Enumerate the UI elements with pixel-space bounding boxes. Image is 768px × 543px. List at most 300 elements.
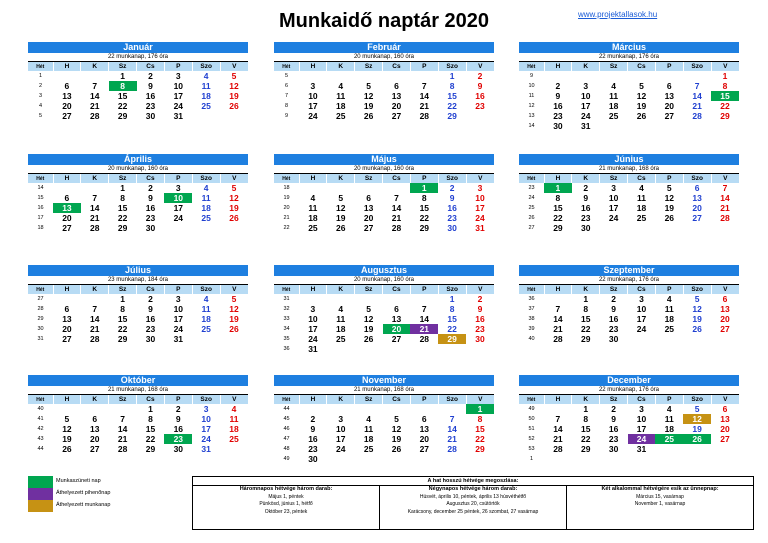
day-cell — [410, 71, 438, 81]
day-cell — [655, 444, 683, 454]
week-number: 36 — [528, 296, 535, 302]
day-cell: 14 — [419, 314, 430, 324]
day-cell: 5 — [231, 294, 237, 304]
day-cell: 2 — [611, 294, 616, 304]
day-cell: 25 — [308, 223, 318, 233]
weekday-header: Hét — [28, 285, 53, 294]
day-cell: 7 — [394, 193, 399, 203]
day-cell — [438, 344, 466, 354]
week-number: 18 — [283, 185, 290, 191]
day-cell: 8 — [583, 304, 589, 314]
week-number: 46 — [283, 426, 290, 432]
weekday-header: P — [164, 395, 192, 404]
day-cell: 5 — [338, 193, 344, 203]
week-number: 10 — [528, 83, 535, 89]
day-cell — [466, 454, 494, 464]
week-number: 47 — [283, 436, 290, 442]
month-name: Október — [28, 375, 248, 386]
day-cell: 12 — [664, 193, 675, 203]
day-cell: 9 — [148, 304, 153, 314]
day-cell — [383, 294, 411, 304]
day-cell: 14 — [553, 314, 563, 324]
day-cell — [410, 404, 438, 414]
day-cell — [383, 454, 411, 464]
day-cell — [355, 71, 383, 81]
day-cell: 17 — [173, 314, 184, 324]
day-cell — [628, 223, 656, 233]
weekday-header: H — [53, 174, 81, 183]
weekday-header: Sz — [355, 395, 383, 404]
day-cell: 18 — [201, 91, 211, 101]
weekday-header: Cs — [137, 62, 165, 71]
week-number: 9 — [284, 113, 289, 119]
day-cell: 19 — [363, 324, 374, 334]
day-cell: 1 — [410, 183, 438, 193]
week-row — [274, 71, 494, 81]
week-row — [274, 424, 494, 434]
weekday-header: Szo — [192, 395, 220, 404]
day-cell — [355, 344, 383, 354]
weekday-header: H — [53, 62, 81, 71]
day-cell: 25 — [363, 444, 374, 454]
day-cell: 22 — [419, 213, 430, 223]
day-cell: 25 — [336, 334, 346, 344]
day-cell: 16 — [308, 434, 318, 444]
day-cell: 24 — [628, 434, 656, 444]
day-cell: 30 — [553, 121, 563, 131]
weekday-header: V — [466, 174, 494, 183]
day-cell: 18 — [201, 203, 211, 213]
day-cell: 16 — [145, 91, 156, 101]
week-number: 11 — [528, 93, 535, 99]
website-link[interactable]: www.projektallasok.hu — [578, 10, 658, 19]
day-cell: 13 — [62, 91, 72, 101]
day-cell: 26 — [229, 213, 239, 223]
day-cell: 20 — [363, 213, 374, 223]
day-cell — [466, 344, 494, 354]
day-cell: 26 — [636, 111, 647, 121]
day-cell: 22 — [553, 213, 563, 223]
month-6 — [519, 154, 739, 233]
day-cell: 3 — [175, 71, 181, 81]
week-row — [519, 324, 739, 334]
day-cell — [81, 183, 109, 193]
day-cell: 12 — [363, 91, 374, 101]
day-cell: 10 — [636, 304, 647, 314]
day-cell — [655, 334, 683, 344]
day-cell: 21 — [410, 324, 438, 334]
day-cell: 15 — [447, 91, 457, 101]
weekday-header: K — [327, 62, 355, 71]
weekday-header: Szo — [683, 62, 711, 71]
weekday-header: H — [299, 62, 327, 71]
day-cell: 14 — [447, 424, 457, 434]
week-number: 44 — [283, 406, 290, 412]
week-row — [519, 434, 739, 444]
day-cell: 24 — [173, 101, 184, 111]
notes-head: Háromnapos hétvége három darab: — [239, 486, 333, 492]
weekday-header: P — [410, 62, 438, 71]
day-cell: 7 — [421, 81, 427, 91]
weekday-header: P — [410, 395, 438, 404]
day-cell: 14 — [90, 314, 100, 324]
day-cell: 8 — [109, 81, 137, 91]
day-cell: 28 — [419, 111, 430, 121]
day-cell: 31 — [173, 334, 184, 344]
week-number: 33 — [283, 316, 290, 322]
day-cell: 25 — [201, 101, 211, 111]
week-number: 48 — [283, 446, 290, 452]
weekday-header: H — [544, 62, 572, 71]
week-number: 31 — [37, 336, 44, 342]
day-cell: 10 — [308, 314, 318, 324]
weekday-header: Sz — [109, 174, 137, 183]
day-cell: 22 — [117, 213, 128, 223]
day-cell — [711, 334, 739, 344]
day-cell: 13 — [62, 314, 72, 324]
day-cell: 26 — [363, 111, 374, 121]
day-cell: 26 — [664, 213, 675, 223]
month-table — [519, 174, 739, 233]
weekday-header: H — [544, 395, 572, 404]
day-cell: 30 — [447, 223, 457, 233]
weekday-header: V — [466, 62, 494, 71]
day-cell: 16 — [553, 101, 563, 111]
day-cell: 1 — [583, 404, 589, 414]
week-number: 29 — [37, 316, 44, 322]
day-cell: 24 — [308, 111, 318, 121]
day-cell: 7 — [120, 414, 125, 424]
day-cell: 23 — [145, 101, 156, 111]
week-number: 5 — [38, 113, 43, 119]
notes-line: Karácsony, december 25 péntek, 26 szombat, 27 vasárnap — [407, 508, 539, 515]
weekday-header: Sz — [600, 395, 628, 404]
day-cell: 16 — [475, 91, 485, 101]
week-row — [519, 91, 739, 101]
day-cell — [299, 404, 327, 414]
weekday-header: Szo — [683, 395, 711, 404]
weekday-header: V — [711, 62, 739, 71]
day-cell: 7 — [421, 304, 427, 314]
day-cell: 22 — [581, 434, 591, 444]
day-cell — [683, 223, 711, 233]
week-number: 36 — [283, 346, 290, 352]
notes-line: November 1, vasárnap — [634, 501, 686, 507]
weekday-header: V — [220, 285, 248, 294]
week-number: 14 — [528, 123, 535, 129]
day-cell: 22 — [475, 434, 485, 444]
week-row — [274, 294, 494, 304]
weekday-header: Sz — [600, 62, 628, 71]
legend-label: Munkaszüneti nap — [56, 478, 101, 484]
day-cell: 2 — [555, 81, 561, 91]
week-number: 20 — [283, 205, 290, 211]
notes-head: Négynapos hétvége három darab: — [428, 486, 518, 492]
month-summary: 23 munkanap, 184 óra — [28, 276, 248, 285]
day-cell: 30 — [608, 444, 619, 454]
day-cell — [220, 444, 248, 454]
day-cell — [220, 334, 248, 344]
day-cell: 18 — [229, 424, 239, 434]
day-cell: 8 — [449, 304, 455, 314]
day-cell — [655, 121, 683, 131]
day-cell: 26 — [683, 434, 711, 444]
day-cell: 28 — [90, 223, 100, 233]
notes-line: Március 15, vasárnap — [636, 493, 684, 500]
day-cell — [544, 294, 572, 304]
month-name: Július — [28, 265, 248, 276]
weekday-header: P — [655, 62, 683, 71]
day-cell: 17 — [336, 434, 346, 444]
month-summary: 20 munkanap, 160 óra — [28, 165, 248, 174]
day-cell: 17 — [173, 203, 184, 213]
notes-weekend-holidays — [567, 486, 753, 529]
weekday-header: Cs — [137, 174, 165, 183]
weekday-header: Hét — [519, 62, 544, 71]
day-cell: 1 — [120, 294, 125, 304]
notes-three-day — [193, 486, 380, 529]
week-number: 49 — [283, 456, 290, 462]
day-cell: 28 — [553, 334, 563, 344]
day-cell: 30 — [475, 334, 485, 344]
day-cell: 29 — [438, 334, 466, 344]
day-cell: 7 — [722, 183, 728, 193]
day-cell: 5 — [394, 414, 399, 424]
week-number: 13 — [528, 113, 535, 119]
day-cell: 2 — [148, 71, 153, 81]
day-cell: 3 — [639, 294, 644, 304]
weekday-header: Cs — [628, 62, 656, 71]
day-cell — [299, 294, 327, 304]
day-cell: 4 — [639, 183, 644, 193]
week-row — [519, 454, 739, 464]
week-number: 27 — [528, 225, 535, 231]
day-cell: 10 — [308, 91, 318, 101]
day-cell — [327, 71, 355, 81]
day-cell: 3 — [477, 183, 483, 193]
day-cell: 2 — [477, 71, 483, 81]
day-cell: 27 — [720, 324, 730, 334]
legend-moved-workday — [28, 500, 188, 512]
weekday-header: Sz — [355, 285, 383, 294]
day-cell: 26 — [229, 324, 239, 334]
day-cell — [655, 454, 683, 464]
day-cell: 19 — [636, 101, 647, 111]
week-number: 50 — [528, 416, 535, 422]
month-summary: 20 munkanap, 160 óra — [274, 53, 494, 62]
day-cell: 9 — [148, 193, 153, 203]
day-cell: 28 — [90, 334, 100, 344]
week-number: 12 — [528, 103, 535, 109]
week-row — [274, 314, 494, 324]
day-cell: 15 — [581, 314, 591, 324]
day-cell: 5 — [231, 183, 237, 193]
week-row — [519, 71, 739, 81]
week-row — [28, 314, 248, 324]
day-cell: 26 — [363, 334, 374, 344]
day-cell: 11 — [336, 314, 346, 324]
day-cell: 31 — [475, 223, 485, 233]
weekday-header: H — [299, 395, 327, 404]
day-cell — [383, 71, 411, 81]
day-cell: 5 — [694, 294, 700, 304]
day-cell: 11 — [609, 91, 619, 101]
day-cell: 25 — [664, 324, 675, 334]
day-cell: 30 — [145, 223, 156, 233]
month-summary: 20 munkanap, 160 óra — [274, 165, 494, 174]
day-cell: 14 — [553, 424, 563, 434]
week-number: 9 — [529, 73, 534, 79]
day-cell: 27 — [62, 223, 72, 233]
day-cell — [220, 111, 248, 121]
week-row — [519, 101, 739, 111]
day-cell — [299, 71, 327, 81]
week-row — [274, 434, 494, 444]
day-cell: 21 — [553, 324, 563, 334]
week-row — [519, 183, 739, 193]
weekday-header: V — [711, 395, 739, 404]
month-name: Szeptember — [519, 265, 739, 276]
day-cell: 6 — [666, 81, 672, 91]
day-cell: 5 — [366, 304, 371, 314]
week-number: 49 — [528, 406, 535, 412]
weekday-header: V — [220, 174, 248, 183]
day-cell: 11 — [664, 414, 674, 424]
weekday-header: K — [572, 174, 600, 183]
weekday-header: K — [81, 285, 109, 294]
day-cell: 28 — [117, 444, 128, 454]
day-cell: 12 — [692, 304, 702, 314]
day-cell: 18 — [664, 424, 675, 434]
day-cell — [53, 294, 81, 304]
notes-line: Pünkösd, június 1, hétfő — [259, 501, 313, 507]
day-cell: 3 — [175, 294, 181, 304]
day-cell: 21 — [419, 101, 430, 111]
day-cell: 12 — [363, 314, 374, 324]
day-cell — [544, 404, 572, 414]
day-cell: 20 — [720, 314, 730, 324]
month-name: Április — [28, 154, 248, 165]
day-cell: 8 — [477, 414, 483, 424]
month-summary: 21 munkanap, 168 óra — [274, 386, 494, 395]
day-cell: 31 — [581, 121, 591, 131]
day-cell: 27 — [391, 111, 402, 121]
day-cell: 4 — [203, 294, 209, 304]
day-cell: 8 — [555, 193, 561, 203]
day-cell: 28 — [90, 111, 100, 121]
day-cell: 4 — [231, 404, 237, 414]
week-number: 42 — [37, 426, 44, 432]
month-table — [274, 62, 494, 121]
day-cell: 7 — [449, 414, 455, 424]
day-cell: 31 — [308, 344, 318, 354]
day-cell: 10 — [173, 304, 184, 314]
weekday-header: P — [655, 174, 683, 183]
day-cell: 11 — [229, 414, 239, 424]
day-cell — [81, 404, 109, 414]
month-table — [274, 395, 494, 464]
day-cell: 12 — [229, 81, 239, 91]
day-cell: 13 — [53, 203, 81, 213]
month-summary: 22 munkanap, 176 óra — [519, 386, 739, 395]
day-cell — [655, 71, 683, 81]
weekday-header: K — [572, 62, 600, 71]
day-cell: 1 — [722, 71, 728, 81]
day-cell: 3 — [310, 304, 316, 314]
day-cell: 19 — [692, 424, 702, 434]
day-cell: 11 — [336, 91, 346, 101]
week-number: 3 — [38, 93, 43, 99]
day-cell: 23 — [608, 324, 619, 334]
week-row — [274, 193, 494, 203]
day-cell: 12 — [336, 203, 346, 213]
day-cell: 23 — [553, 111, 563, 121]
weekday-header: Cs — [137, 395, 165, 404]
day-cell: 16 — [608, 314, 619, 324]
week-row — [519, 111, 739, 121]
week-number: 34 — [283, 326, 290, 332]
day-cell: 27 — [391, 334, 402, 344]
day-cell: 29 — [720, 111, 730, 121]
day-cell: 21 — [720, 203, 730, 213]
day-cell: 19 — [336, 213, 346, 223]
day-cell: 25 — [608, 111, 619, 121]
weekday-header: P — [655, 285, 683, 294]
day-cell: 6 — [722, 294, 728, 304]
legend-moved-restday — [28, 488, 188, 500]
day-cell: 9 — [449, 193, 455, 203]
day-cell — [600, 454, 628, 464]
week-row — [28, 424, 248, 434]
day-cell: 17 — [475, 203, 485, 213]
day-cell — [327, 344, 355, 354]
day-cell: 18 — [608, 101, 619, 111]
day-cell: 29 — [581, 444, 591, 454]
weekday-header: Cs — [383, 174, 411, 183]
day-cell — [544, 71, 572, 81]
legend-swatch — [28, 476, 53, 488]
legend-swatch — [28, 488, 53, 500]
week-row — [519, 334, 739, 344]
week-row — [519, 193, 739, 203]
day-cell — [572, 71, 600, 81]
day-cell: 24 — [581, 111, 591, 121]
day-cell: 18 — [363, 434, 374, 444]
week-number: 23 — [528, 185, 535, 191]
week-number: 1 — [529, 456, 534, 462]
weekday-header: H — [299, 174, 327, 183]
week-row — [28, 434, 248, 444]
weekday-header: P — [410, 174, 438, 183]
day-cell: 17 — [581, 101, 591, 111]
day-cell: 5 — [64, 414, 70, 424]
month-summary: 22 munkanap, 176 óra — [519, 53, 739, 62]
weekday-header: Sz — [355, 174, 383, 183]
day-cell: 14 — [391, 203, 402, 213]
day-cell: 11 — [636, 193, 646, 203]
week-number: 43 — [37, 436, 44, 442]
legend-label: Áthelyezett pihenőnap — [56, 490, 111, 496]
weekday-header: Hét — [28, 395, 53, 404]
weekday-header: Szo — [683, 174, 711, 183]
day-cell: 10 — [475, 193, 485, 203]
day-cell: 13 — [720, 414, 730, 424]
week-number: 24 — [528, 195, 535, 201]
week-row — [274, 334, 494, 344]
month-table — [519, 395, 739, 464]
day-cell: 12 — [62, 424, 72, 434]
day-cell: 9 — [477, 81, 483, 91]
